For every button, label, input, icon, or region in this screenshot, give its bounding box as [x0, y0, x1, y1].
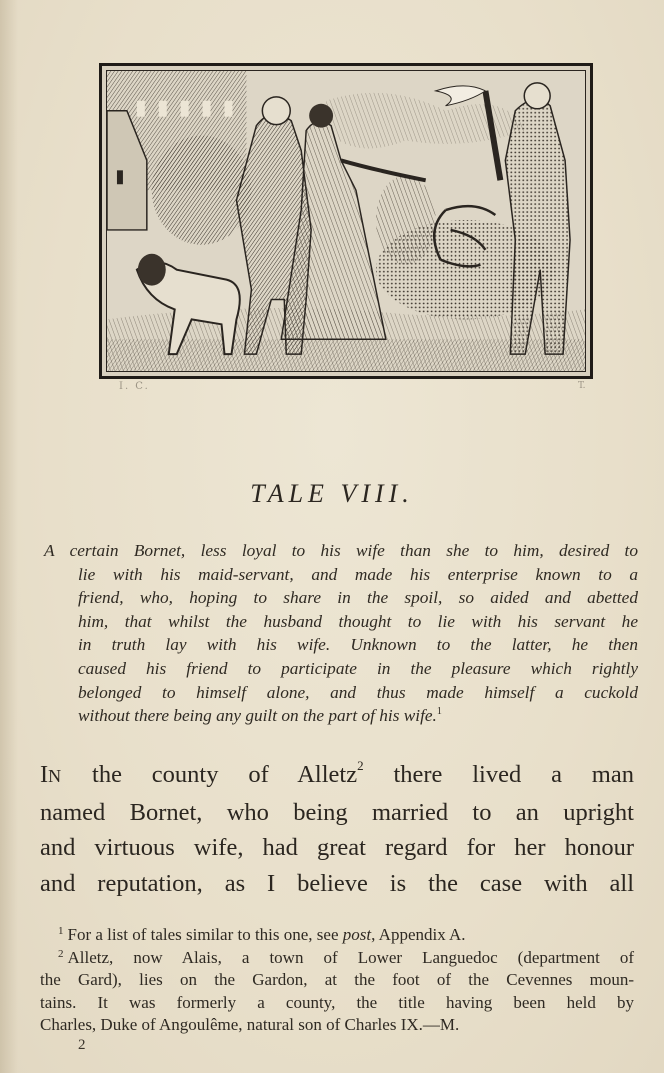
footnote-italic-text: post	[342, 925, 372, 944]
engraved-illustration	[99, 63, 593, 379]
argument-line: A certain Bornet, less loyal to his wife than she to him, desired to	[44, 541, 638, 560]
body-line: and reputation, as I believe is the case with all	[40, 869, 634, 897]
footnote-ref-1[interactable]: 1	[436, 706, 442, 718]
footnote-marker: 1	[58, 925, 64, 937]
engraver-initials-right: T.	[578, 381, 586, 391]
argument-line: friend, who, hoping to share in the spoil, so aided and abetted	[78, 588, 638, 608]
argument-line: caused his friend to participate in the pleasure which rightly	[78, 658, 638, 678]
argument-line: belonged to himself alone, and thus made himself a cuckold	[78, 682, 638, 702]
engraver-initials-left: I. C.	[119, 381, 150, 392]
footnote-text: For a list of tales similar to this one, see	[67, 925, 343, 944]
argument-line: him, that whilst the husband thought to lie with his servant he	[78, 611, 638, 631]
argument-line: lie with his maid-servant, and made his enterprise known to a	[78, 564, 638, 584]
body-line-text: there lived a man	[363, 761, 634, 788]
tale-title: TALE VIII.	[250, 479, 414, 508]
tale-argument	[44, 539, 638, 728]
footnote-ref-2[interactable]: 2	[357, 758, 364, 773]
body-line: named Bornet, who being married to an upright	[40, 798, 634, 826]
footnote-text: , Appendix A.	[371, 925, 466, 944]
illustration-inner-frame	[106, 70, 586, 372]
body-paragraph	[40, 757, 634, 901]
argument-line-text: without there being any guilt on the part of his wife.	[78, 706, 437, 726]
footnote-2-line: the Gard), lies on the Gardon, at the foot of the Cevennes moun-	[40, 970, 634, 989]
small-caps-initial: N	[48, 766, 63, 786]
footnote-text: Alletz, now Alais, a town of Lower Languedoc (department of	[67, 947, 634, 967]
footnote-2-line	[40, 947, 634, 970]
footnote-2-line: Charles, Duke of Angoulême, natural son of Charles IX.—M.	[40, 1015, 460, 1034]
argument-line-last	[44, 704, 638, 728]
argument-line: in truth lay with his wife. Unknown to the latter, he then	[78, 635, 638, 655]
body-line	[40, 757, 634, 795]
body-line-text: the county of Alletz	[62, 761, 358, 788]
engraving-image-icon	[107, 71, 585, 371]
drop-initial: I	[40, 761, 49, 788]
footnotes	[40, 924, 634, 1037]
footnote-marker: 2	[58, 947, 64, 960]
body-line: and virtuous wife, had great regard for her honour	[40, 834, 634, 861]
footnote-2-line: tains. It was formerly a county, the title having been held by	[40, 992, 634, 1012]
page-number: 2	[78, 1037, 86, 1053]
footnote-1	[40, 924, 634, 947]
